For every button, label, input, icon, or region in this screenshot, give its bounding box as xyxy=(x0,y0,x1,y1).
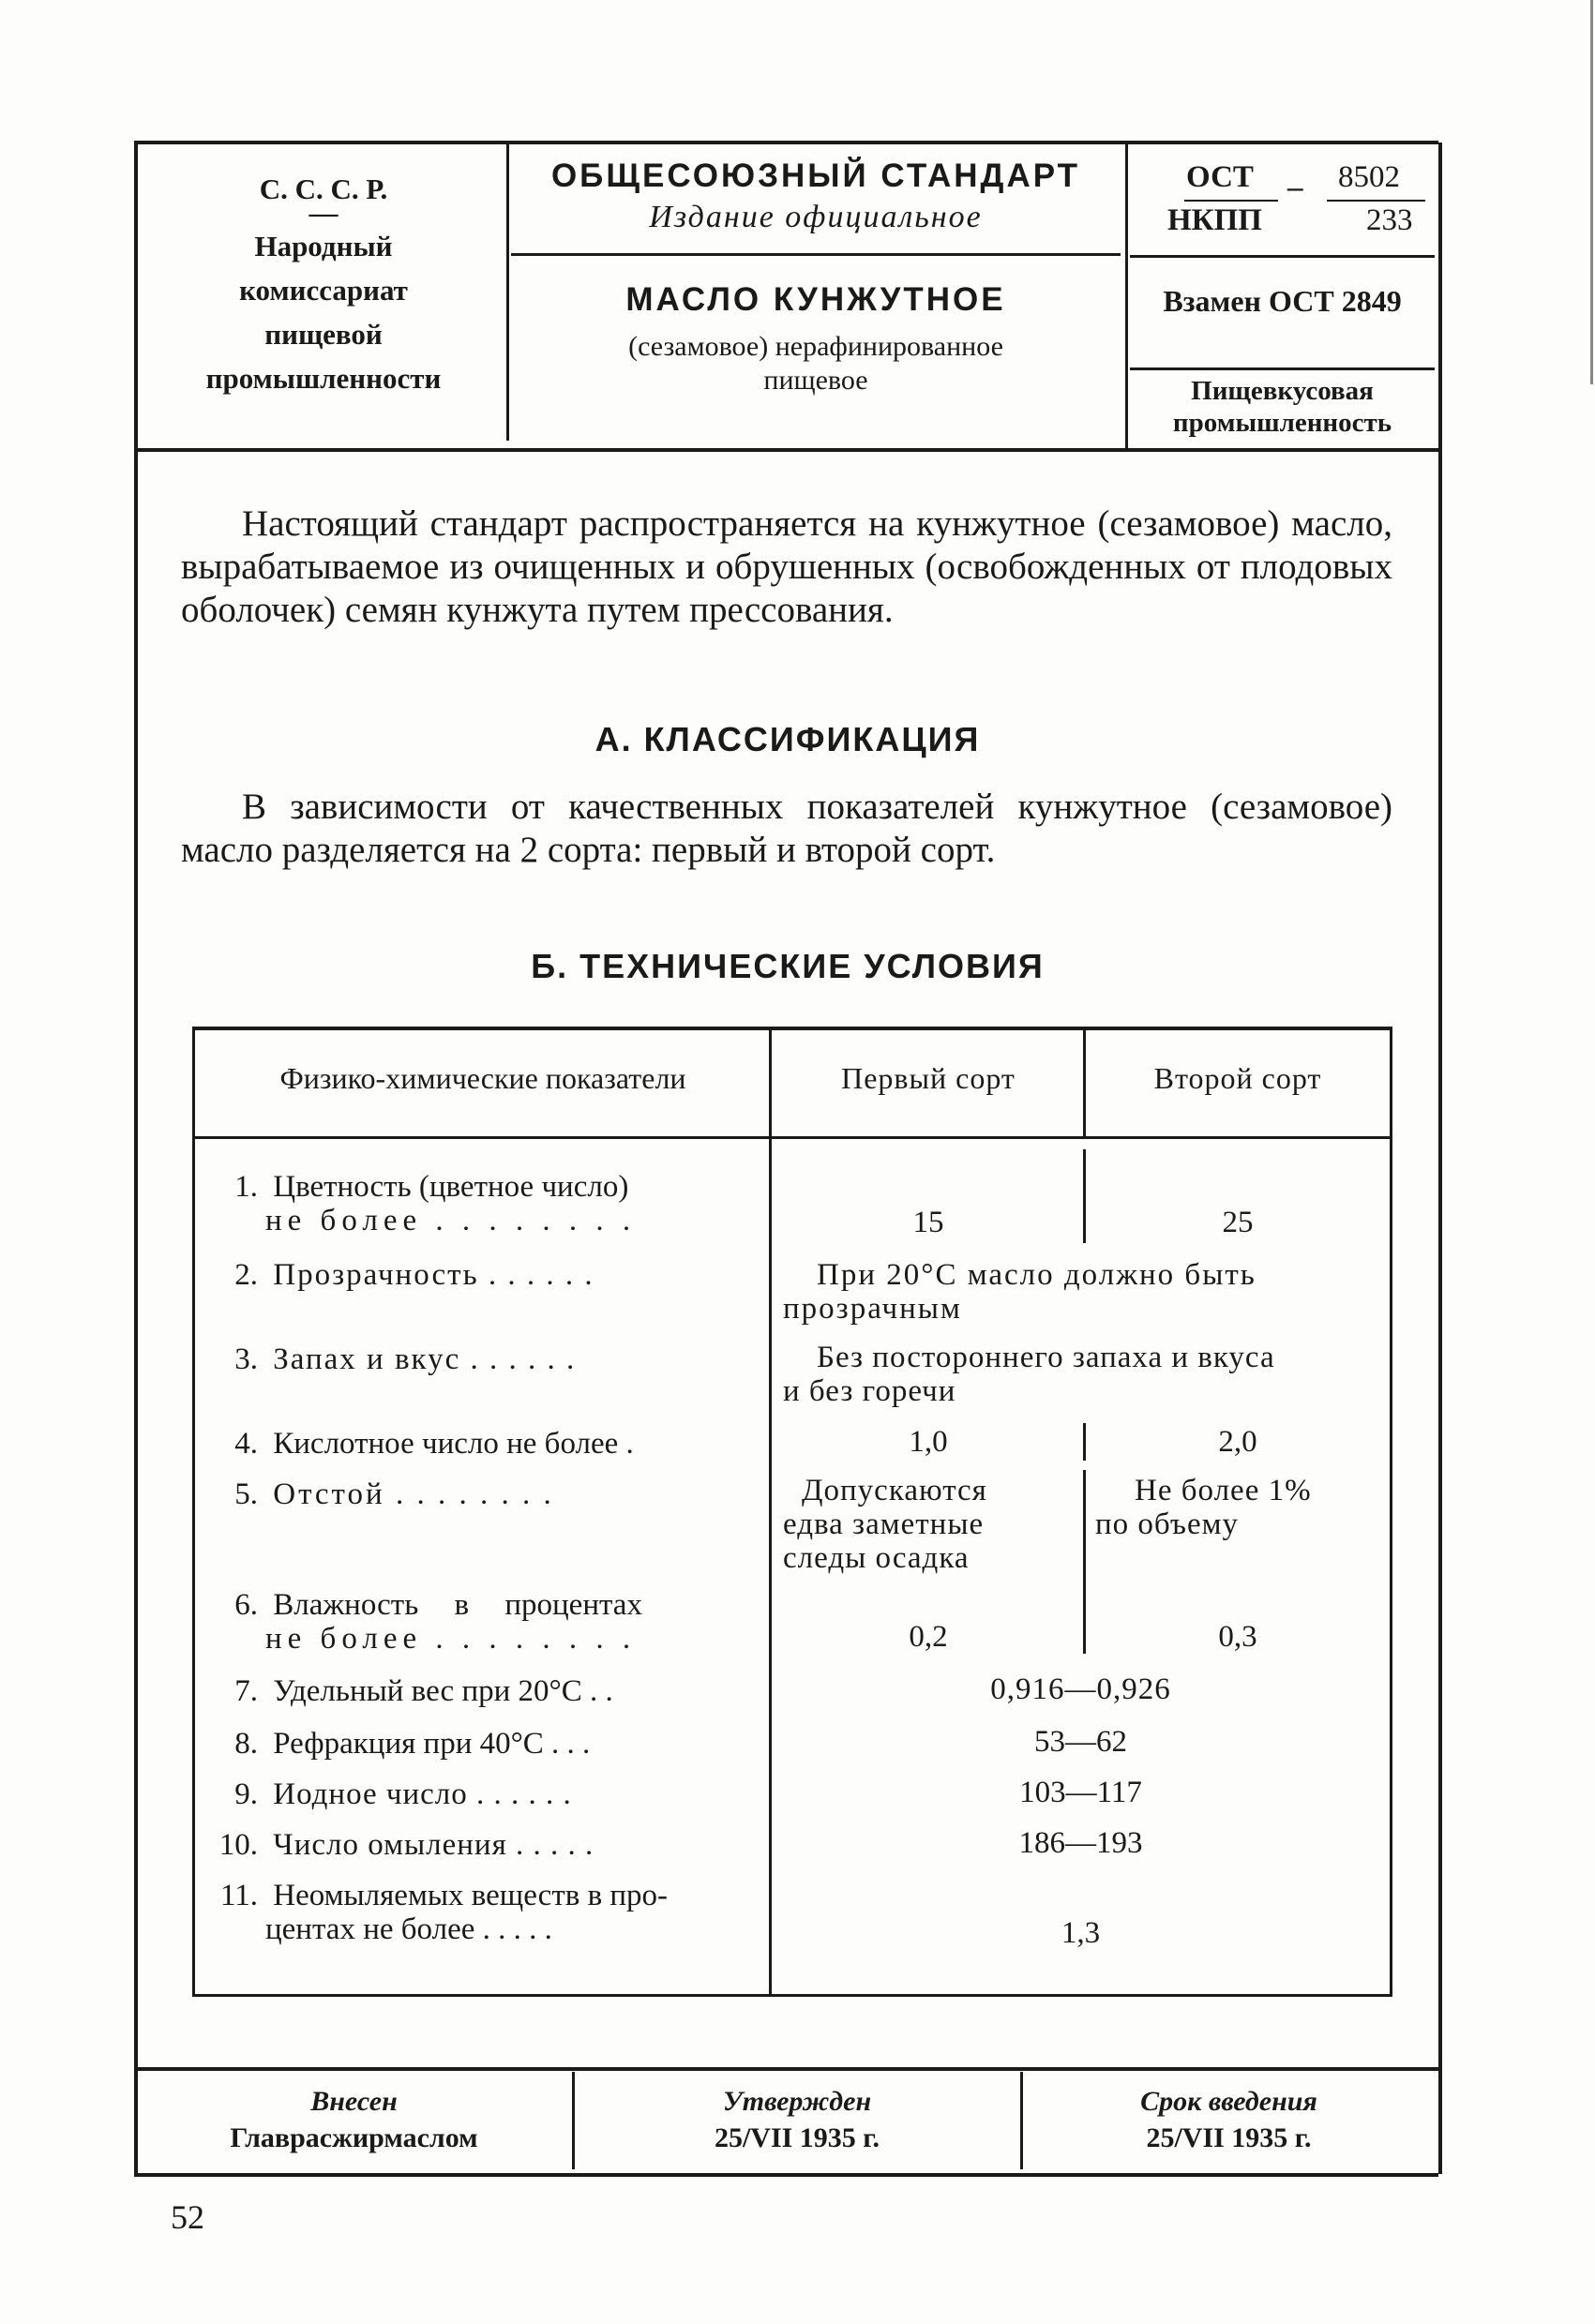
header-right xyxy=(1130,155,1435,439)
section-a-paragraph xyxy=(181,786,1392,872)
approved-label: Утвержден xyxy=(722,2086,872,2117)
header-center xyxy=(511,155,1121,397)
row-3-merged-line-1: Без постороннего запаха и вкуса xyxy=(817,1341,1275,1374)
table-header-rule xyxy=(192,1136,1392,1139)
row-9-merged-value: 103—117 xyxy=(1019,1776,1142,1809)
product-title: МАСЛО КУНЖУТНОЕ xyxy=(625,281,1006,318)
header-divider-2 xyxy=(1125,142,1128,448)
approved-date: 25/VII 1935 г. xyxy=(714,2122,880,2153)
row-5-first-line-2: едва заметные xyxy=(783,1507,985,1541)
industry-line-2: промышленность xyxy=(1172,408,1392,438)
row-5-first-value xyxy=(783,1474,1078,1575)
row-number: 2. xyxy=(234,1258,258,1292)
footer-approved xyxy=(577,2083,1017,2156)
row-label-cont: не более . . . . . . . . xyxy=(265,1204,637,1237)
row-number: 1. xyxy=(234,1170,258,1204)
row-6-second-value: 0,3 xyxy=(1218,1620,1257,1654)
table-left-border xyxy=(192,1029,195,1995)
table-col-divider-2-row4 xyxy=(1083,1423,1086,1461)
row-5-second-line-1: Не более 1% xyxy=(1135,1474,1312,1507)
row-label-cont: центах не более . . . . . xyxy=(265,1912,552,1946)
footer-submitted xyxy=(141,2083,567,2156)
row-label: Цветность (цветное число) xyxy=(273,1170,629,1204)
row-10-merged-value: 186—193 xyxy=(1018,1826,1143,1860)
row-5-second-value xyxy=(1095,1474,1388,1541)
org-line-4: промышленности xyxy=(205,362,442,395)
row-number: 10. xyxy=(218,1828,258,1862)
row-number: 11. xyxy=(219,1879,258,1912)
row-5-first-line-3: следы осадка xyxy=(783,1541,970,1575)
row-label-cont: не более . . . . . . . . xyxy=(265,1622,637,1656)
row-label: Неомыляемых веществ в про- xyxy=(273,1879,669,1912)
ost-fraction-line xyxy=(1184,200,1278,202)
section-b-title: Б. ТЕХНИЧЕСКИЕ УСЛОВИЯ xyxy=(531,947,1045,985)
row-number: 9. xyxy=(234,1777,258,1811)
row-label: Отстой . . . . . . . . xyxy=(273,1477,554,1511)
submitted-label: Внесен xyxy=(310,2086,398,2117)
row-label: Кислотное число не более . xyxy=(273,1427,634,1461)
table-row xyxy=(211,1674,760,1708)
nkpp-label: НКПП xyxy=(1167,203,1262,237)
table-col-divider-2-row1 xyxy=(1083,1149,1086,1243)
col-header-first: Первый сорт xyxy=(841,1061,1016,1095)
industry-line-1: Пищевкусовая xyxy=(1191,376,1374,406)
row-label: Запах и вкус . . . . . . xyxy=(273,1342,577,1376)
page-number: 52 xyxy=(171,2198,204,2236)
org-line-1: Народный xyxy=(254,230,393,262)
col-header-second: Второй сорт xyxy=(1153,1061,1322,1095)
row-4-second-value: 2,0 xyxy=(1218,1425,1257,1459)
submitted-by: Главрасжирмаслом xyxy=(230,2122,478,2153)
ost-row xyxy=(1130,155,1435,248)
table-row xyxy=(211,1879,760,1946)
effective-label: Срок введения xyxy=(1140,2086,1317,2117)
org-line-3: пищевой xyxy=(264,318,383,351)
header-divider-1 xyxy=(506,142,509,441)
ost-dash: _ xyxy=(1287,160,1303,194)
replaces-label: Взамен ОСТ 2849 xyxy=(1163,284,1402,318)
row-label: Прозрачность . . . . . . xyxy=(273,1258,594,1292)
row-number: 6. xyxy=(234,1588,258,1622)
table-row xyxy=(211,1588,760,1656)
row-3-merged-line-2: и без горечи xyxy=(783,1374,956,1408)
row-number: 8. xyxy=(234,1727,258,1761)
row-label: Удельный вес при 20°С . . xyxy=(273,1674,613,1708)
row-number: 7. xyxy=(234,1674,258,1708)
intro-text: Настоящий стандарт распространяется на кунжутное (сезамовое) масло, вырабатываемое из очищенных и обрушенных (освобожденных от плодовых оболочек) семян кунжута путем прессования. xyxy=(181,503,1392,630)
col-header-indicators: Физико-химические показатели xyxy=(279,1061,686,1095)
header-bottom-rule xyxy=(134,448,1438,452)
footer-effective xyxy=(1025,2083,1433,2156)
header-top-rule xyxy=(134,141,1438,144)
scan-edge-mark xyxy=(1590,0,1593,384)
table-row xyxy=(211,1828,760,1862)
country-dash: — xyxy=(308,196,339,229)
row-5-second-line-2: по объему xyxy=(1095,1507,1239,1541)
table-col-divider-1 xyxy=(769,1029,772,1995)
table-col-divider-2-row5-6 xyxy=(1083,1470,1086,1654)
row-label: Число омыления . . . . . xyxy=(273,1828,594,1862)
country: С. С. С. Р. xyxy=(259,172,388,205)
row-6-first-value: 0,2 xyxy=(909,1620,948,1654)
table-row xyxy=(211,1777,760,1811)
row-11-merged-value: 1,3 xyxy=(1061,1916,1101,1950)
nkpp-number: 233 xyxy=(1366,203,1413,237)
footer-bottom-rule xyxy=(134,2173,1438,2177)
table-col-divider-2-head xyxy=(1083,1029,1086,1136)
footer-divider-2 xyxy=(1020,2072,1023,2169)
header-left xyxy=(141,167,506,400)
ost-label: ОСТ xyxy=(1186,160,1254,194)
row-label: Влажность в процентах xyxy=(273,1588,642,1622)
row-2-merged-line-1: При 20°С масло должно быть xyxy=(817,1258,1256,1292)
row-2-merged-value xyxy=(783,1258,1383,1326)
section-a-text: В зависимости от качественных показателей кунжутное (сезамовое) масло разделяется на 2 сорта: первый и второй сорт. xyxy=(181,787,1392,870)
effective-date: 25/VII 1935 г. xyxy=(1146,2122,1312,2153)
table-right-border xyxy=(1390,1029,1392,1995)
row-8-merged-value: 53—62 xyxy=(1034,1725,1127,1759)
row-1-second-value: 25 xyxy=(1222,1206,1254,1239)
row-number: 3. xyxy=(234,1342,258,1376)
section-a-title: А. КЛАССИФИКАЦИЯ xyxy=(594,720,981,758)
row-number: 5. xyxy=(234,1477,258,1511)
standard-title: ОБЩЕСОЮЗНЫЙ СТАНДАРТ xyxy=(550,157,1081,194)
table-row xyxy=(211,1477,760,1511)
table-row xyxy=(211,1427,760,1461)
row-1-first-value: 15 xyxy=(912,1206,944,1239)
ost-number: 8502 xyxy=(1338,160,1400,194)
row-4-first-value: 1,0 xyxy=(909,1425,948,1459)
row-2-merged-line-2: прозрачным xyxy=(783,1292,962,1326)
row-7-merged-value: 0,916—0,926 xyxy=(990,1672,1171,1706)
edition-label: Издание официальное xyxy=(649,200,983,234)
intro-paragraph xyxy=(181,502,1392,632)
footer-divider-1 xyxy=(572,2072,575,2169)
table-bottom-rule xyxy=(192,1994,1392,1997)
product-sub-1: (сезамовое) нерафинированное xyxy=(628,331,1003,362)
table-row xyxy=(211,1170,760,1237)
table-row xyxy=(211,1727,760,1761)
row-5-first-line-1: Допускаются xyxy=(802,1474,987,1507)
nkpp-fraction-line xyxy=(1327,200,1425,202)
footer-top-rule xyxy=(134,2067,1438,2071)
row-3-merged-value xyxy=(783,1341,1383,1408)
product-sub-2: пищевое xyxy=(763,365,868,396)
row-label: Иодное число . . . . . . xyxy=(273,1777,572,1811)
table-row xyxy=(211,1258,760,1292)
row-number: 4. xyxy=(234,1427,258,1461)
org-line-2: комиссариат xyxy=(239,274,408,307)
table-row xyxy=(211,1342,760,1376)
row-label: Рефракция при 40°С . . . xyxy=(273,1727,591,1761)
table-top-rule xyxy=(192,1027,1392,1030)
